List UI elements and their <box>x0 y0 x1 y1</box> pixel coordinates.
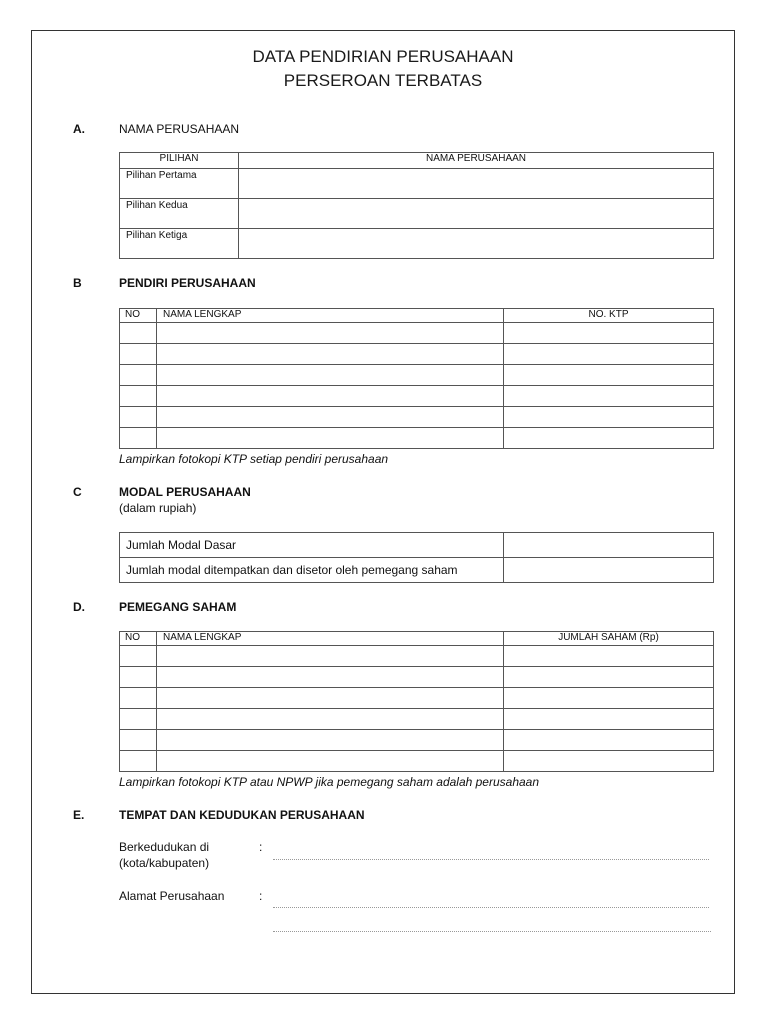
kedudukan-label-line1: Berkedudukan di <box>119 840 210 854</box>
no-cell[interactable] <box>120 344 157 365</box>
jumlah-saham-cell[interactable] <box>504 688 714 709</box>
pendiri-note: Lampirkan fotokopi KTP setiap pendiri perusahaan <box>119 452 389 466</box>
ktp-cell[interactable] <box>504 386 714 407</box>
table-row <box>120 428 714 449</box>
modal-disetor-label: Jumlah modal ditempatkan dan disetor oleh pemegang saham <box>120 558 504 583</box>
jumlah-saham-cell[interactable] <box>504 667 714 688</box>
nama-cell[interactable] <box>157 365 504 386</box>
col-header-jumlah-saham: JUMLAH SAHAM (Rp) <box>504 632 714 646</box>
ktp-cell[interactable] <box>504 407 714 428</box>
form-page <box>31 30 735 994</box>
section-b-title: PENDIRI PERUSAHAAN <box>119 276 256 290</box>
nama-cell[interactable] <box>157 646 504 667</box>
alamat-input-line-2[interactable] <box>273 931 711 932</box>
table-row <box>120 730 714 751</box>
jumlah-saham-cell[interactable] <box>504 751 714 772</box>
table-row <box>120 365 714 386</box>
pilihan-ketiga-input[interactable] <box>239 229 714 259</box>
col-header-no: NO <box>120 632 157 646</box>
section-c-title: MODAL PERUSAHAAN <box>119 485 251 499</box>
col-header-nama-lengkap: NAMA LENGKAP <box>157 309 504 323</box>
nama-cell[interactable] <box>157 751 504 772</box>
nama-cell[interactable] <box>157 730 504 751</box>
kedudukan-label-line2: (kota/kabupaten) <box>119 856 210 870</box>
pilihan-pertama-input[interactable] <box>239 169 714 199</box>
pilihan-kedua-label: Pilihan Kedua <box>120 199 239 229</box>
no-cell[interactable] <box>120 667 157 688</box>
table-row <box>120 344 714 365</box>
jumlah-saham-cell[interactable] <box>504 709 714 730</box>
table-row <box>120 323 714 344</box>
section-c-subtitle: (dalam rupiah) <box>119 501 197 515</box>
section-e-title: TEMPAT DAN KEDUDUKAN PERUSAHAAN <box>119 808 365 822</box>
no-cell[interactable] <box>120 323 157 344</box>
kedudukan-input-line[interactable] <box>273 859 709 860</box>
modal-dasar-label: Jumlah Modal Dasar <box>120 533 504 558</box>
ktp-cell[interactable] <box>504 344 714 365</box>
table-row <box>120 688 714 709</box>
table-row <box>120 709 714 730</box>
no-cell[interactable] <box>120 646 157 667</box>
col-header-no: NO <box>120 309 157 323</box>
table-row <box>120 667 714 688</box>
table-row <box>120 386 714 407</box>
no-cell[interactable] <box>120 751 157 772</box>
pilihan-ketiga-label: Pilihan Ketiga <box>120 229 239 259</box>
nama-perusahaan-table <box>119 152 714 259</box>
nama-cell[interactable] <box>157 407 504 428</box>
pendiri-table <box>119 308 714 449</box>
modal-disetor-input[interactable] <box>504 558 714 583</box>
pemegang-saham-table <box>119 631 714 772</box>
kedudukan-colon: : <box>259 840 263 854</box>
col-header-nama-lengkap: NAMA LENGKAP <box>157 632 504 646</box>
col-header-no-ktp: NO. KTP <box>504 309 714 323</box>
alamat-colon: : <box>259 889 263 903</box>
modal-table <box>119 532 714 583</box>
alamat-input-line-1[interactable] <box>273 907 709 908</box>
nama-cell[interactable] <box>157 709 504 730</box>
section-e-letter: E. <box>73 808 85 822</box>
no-cell[interactable] <box>120 428 157 449</box>
ktp-cell[interactable] <box>504 323 714 344</box>
no-cell[interactable] <box>120 688 157 709</box>
section-b-letter: B <box>73 276 82 290</box>
alamat-label: Alamat Perusahaan <box>119 889 225 903</box>
pilihan-kedua-input[interactable] <box>239 199 714 229</box>
form-title-line1: DATA PENDIRIAN PERUSAHAAN <box>252 47 514 66</box>
nama-cell[interactable] <box>157 667 504 688</box>
section-d-letter: D. <box>73 600 85 614</box>
table-row <box>120 751 714 772</box>
nama-cell[interactable] <box>157 688 504 709</box>
section-a-letter: A. <box>73 122 85 136</box>
nama-cell[interactable] <box>157 428 504 449</box>
section-d-title: PEMEGANG SAHAM <box>119 600 237 614</box>
no-cell[interactable] <box>120 730 157 751</box>
nama-cell[interactable] <box>157 323 504 344</box>
jumlah-saham-cell[interactable] <box>504 646 714 667</box>
pilihan-pertama-label: Pilihan Pertama <box>120 169 239 199</box>
ktp-cell[interactable] <box>504 428 714 449</box>
no-cell[interactable] <box>120 709 157 730</box>
no-cell[interactable] <box>120 365 157 386</box>
jumlah-saham-cell[interactable] <box>504 730 714 751</box>
table-row <box>120 646 714 667</box>
section-a-title: NAMA PERUSAHAAN <box>119 122 240 136</box>
col-header-pilihan: PILIHAN <box>120 153 239 169</box>
nama-cell[interactable] <box>157 344 504 365</box>
ktp-cell[interactable] <box>504 365 714 386</box>
no-cell[interactable] <box>120 386 157 407</box>
table-row <box>120 407 714 428</box>
modal-dasar-input[interactable] <box>504 533 714 558</box>
pemegang-saham-note: Lampirkan fotokopi KTP atau NPWP jika pemegang saham adalah perusahaan <box>119 775 540 789</box>
form-title-line2: PERSEROAN TERBATAS <box>283 71 483 90</box>
col-header-nama-perusahaan: NAMA PERUSAHAAN <box>239 153 714 169</box>
no-cell[interactable] <box>120 407 157 428</box>
section-c-letter: C <box>73 485 82 499</box>
nama-cell[interactable] <box>157 386 504 407</box>
